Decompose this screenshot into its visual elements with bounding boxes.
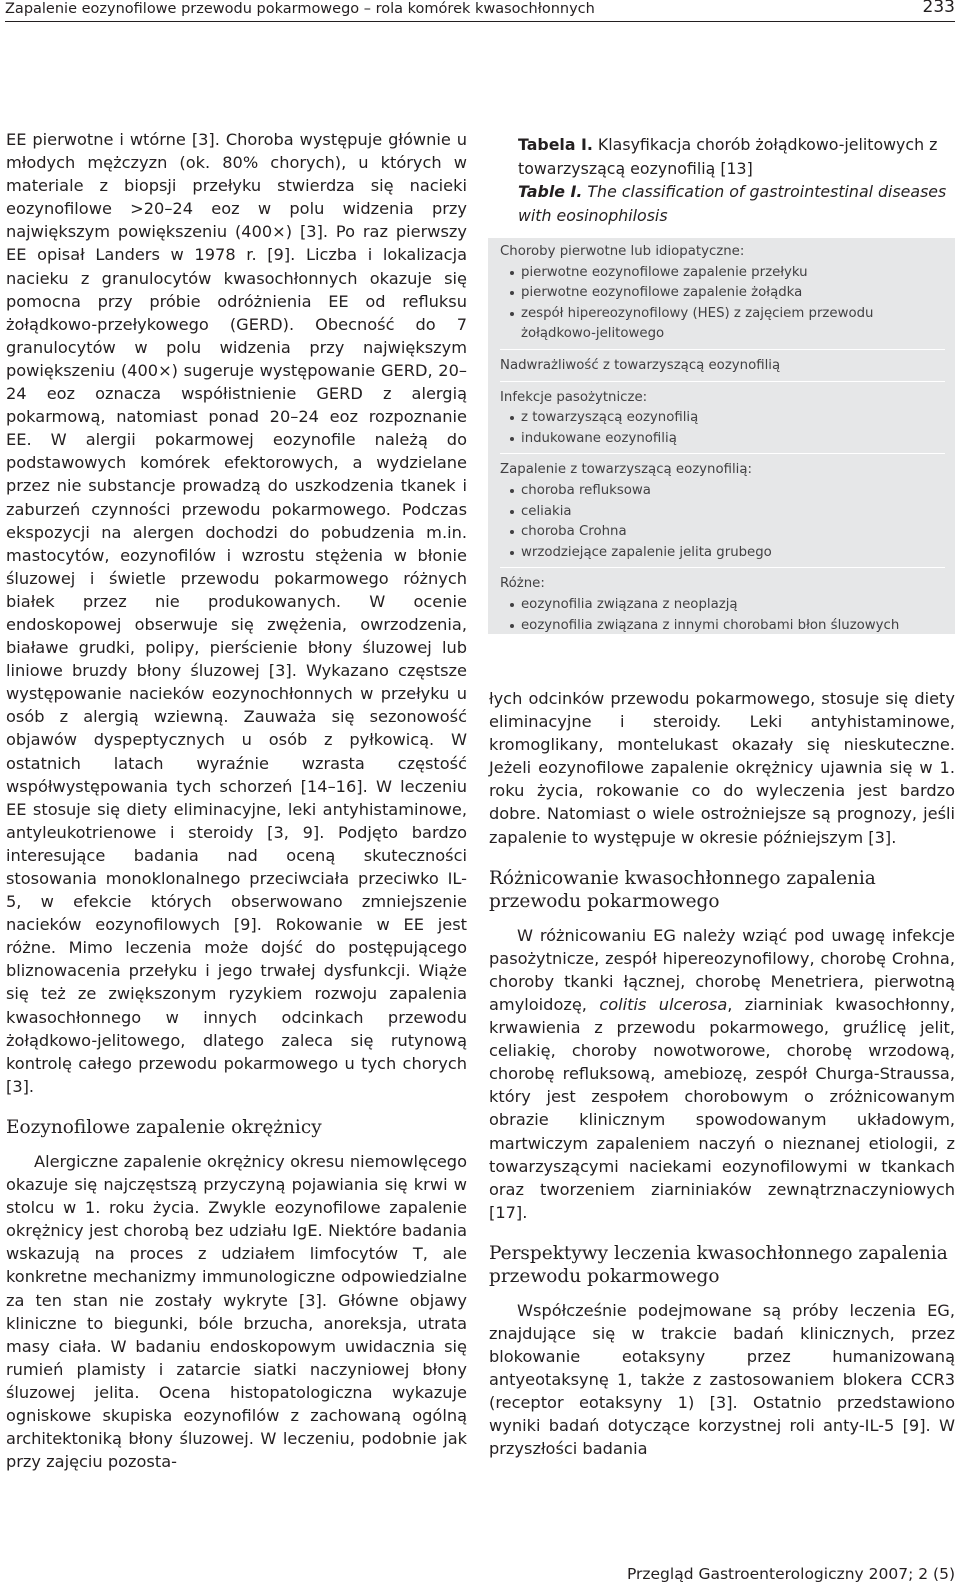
- body-paragraph: [489, 924, 955, 1224]
- table-list-item: indukowane eozynofilią: [500, 429, 945, 450]
- text-run: , ziarniniak kwasochłonny, krwawienia z przewodu pokarmowego, gruźlicę jelit, celiakię, choroby nowotworowe, chorobę wrzodową, chorobę refluksową, amebiozę, zespół Churga-Straussa, który jest zespołem chorobowym o zróżnicowanym obrazie klinicznym spowodowanym układowym, martwiczym zapaleniem naczyń o nieznanej etiologii, z towarzyszącymi naciekami eozynofilowymi w tkankach oraz tworzeniem ziarniniaków zewnątrznaczyniowych [17].: [489, 994, 956, 1222]
- table-group: [500, 460, 945, 568]
- table-label-en: Table I.: [518, 182, 583, 201]
- table-label-pl: Tabela I.: [518, 135, 593, 154]
- table-group-list: [500, 481, 945, 563]
- running-header: [5, 0, 955, 22]
- table-group: [500, 242, 945, 350]
- body-paragraph: EE pierwotne i wtórne [3]. Choroba występuje głównie u młodych mężczyzn (ok. 80% chorych), u których w materiale z biopsji przełyku stwierdza się nacieki eozynofilowe >20–24 eoz w polu widzenia przy największym powiększeniu (400×) [3]. Po raz pierwszy EE opisał Landers w 1978 r. [9]. Liczba i lokalizacja nacieku z granulocytów kwasochłonnych okazuje się pomocna przy próbie odróżnienia EE od refluksu żołądkowo-przełykowego (GERD). Obecność do 7 granulocytów w polu widzenia przy największym powiększeniu (400×) sugeruje występowanie GERD, 20–24 eoz oznacza współistnienie GERD z alergią pokarmową, natomiast ponad 20–24 eoz rozpoznanie EE. W alergii pokarmowej eozynofile należą do podstawowych komórek efektorowych, a wydzielane przez nie substancje prowadzą do uszkodzenia tkanek i zaburzeń czynności przewodu pokarmowego. Podczas ekspozycji na alergen dochodzi do pobudzenia m.in. mastocytów, eozynofilów i wzrostu stężenia w błonie śluzowej i świetle przewodu pokarmowego różnych białek przez nie produkowanych. W ocenie endoskopowej obserwuje się zwężenia, owrzodzenia, białawe grudki, polipy, pierścienie błony śluzowej lub liniowe bruzdy błony śluzowej [3]. Wykazano częstsze występowanie nacieków eozynochłonnych w przełyku u osób z alergią wziewną. Zauważa się sezonowość objawów dyspeptycznych u osób z pyłkowicą. W ostatnich latach wyraźnie wzrasta częstość współwystępowania tych schorzeń [14–16]. W leczeniu EE stosuje się diety eliminacyjne, leki antyhistaminowe, antyleukotrienowe i steroidy [3, 9]. Podjęto bardzo interesujące badania nad oceną skuteczności stosowania monoklonalnego przeciwciała przeciwko IL-5, w efekcie których obserwowano zmniejszenie nacieków eozynofilowych [9]. Rokowanie w EE jest różne. Mimo leczenia może dojść do postępującego bliznowacenia przełyku i jego trwałej dysfunkcji. Wiąże się też ze zwiększonym ryzykiem rozwoju zapalenia kwasochłonnego w innych odcinkach przewodu żołądkowo-jelitowego, dlatego zaleca się rutynową kontrolę całego przewodu pokarmowego u tych chorych [3].: [6, 130, 467, 1096]
- right-column: [489, 687, 955, 1461]
- body-paragraph: łych odcinków przewodu pokarmowego, stosuje się diety eliminacyjne i steroidy. Leki antyhistaminowe, kromoglikany, montelukast okazały się nieskuteczne. Jeżeli eozynofilowe zapalenie okrężnicy ujawnia się w 1. roku życia, rokowanie co do wyleczenia jest bardzo dobre. Natomiast o wiele ostrożniejsze są prognozy, jeśli zapalenie to występuje w okresie późniejszym [3].: [489, 689, 955, 847]
- table-group-title: Choroby pierwotne lub idiopatyczne:: [500, 244, 745, 259]
- text-run: W różnicowaniu EG należy wziąć pod uwagę infekcje pasożytnicze, zespół hipereozynofilowy, chorobę Crohna, choroby tkanki łącznej, chorobę Menetriera, pierwotną amyloidozę,: [489, 925, 955, 1014]
- table-group-title: Zapalenie z towarzyszącą eozynofilią:: [500, 462, 753, 478]
- table-list-item: eozynofilia związana z innymi chorobami błon śluzowych: [500, 616, 945, 637]
- table-list-item: pierwotne eozynofilowe zapalenie żołądka: [500, 283, 945, 304]
- table-list-item: z towarzyszącą eozynofilią: [500, 408, 945, 429]
- table-group-list: [500, 595, 945, 636]
- table-list-item: celiakia: [500, 502, 945, 523]
- table-group: [500, 356, 945, 382]
- italic-term: colitis ulcerosa: [599, 994, 728, 1014]
- section-heading-colitis: Eozynofilowe zapalenie okrężnicy: [6, 1116, 322, 1138]
- page-number: 233: [922, 0, 955, 17]
- table-group-title: Różne:: [500, 576, 545, 592]
- table-group-list: [500, 408, 945, 449]
- table-group-title: Nadwrażliwość z towarzyszącą eozynofilią: [500, 357, 781, 373]
- table-list-item: pierwotne eozynofilowe zapalenie przełyku: [500, 263, 945, 284]
- left-column: [6, 128, 467, 1473]
- table-list-item: wrzodziejące zapalenie jelita grubego: [500, 543, 945, 564]
- table-list-item: zespół hipereozynofilowy (HES) z zajęciem przewodu żołądkowo-jelitowego: [500, 304, 945, 345]
- table-title-pl: Klasyfikacja chorób żołądkowo-jelitowych z towarzyszącą eozynofilią [13]: [518, 135, 938, 178]
- table-list-item: choroba refluksowa: [500, 481, 945, 502]
- table-caption: [518, 133, 955, 227]
- section-heading-differentiation: Różnicowanie kwasochłonnego zapalenia przewodu pokarmowego: [489, 867, 876, 912]
- table-group-list: [500, 263, 945, 345]
- table-group-title: Infekcje pasożytnicze:: [500, 389, 648, 405]
- table-group: [500, 574, 945, 640]
- table-group: [500, 388, 945, 455]
- table-list-item: eozynofilia związana z neoplazją: [500, 595, 945, 616]
- table-list-item: choroba Crohna: [500, 522, 945, 543]
- running-title: Zapalenie eozynofilowe przewodu pokarmowego – rola komórek kwasochłonnych: [5, 1, 595, 17]
- journal-footer: Przegląd Gastroenterologiczny 2007; 2 (5): [626, 1565, 955, 1583]
- classification-table: [488, 238, 955, 634]
- table-title-en: The classification of gastrointestinal diseases with eosinophilosis: [518, 182, 947, 225]
- body-paragraph: Alergiczne zapalenie okrężnicy okresu niemowlęcego okazuje się najczęstszą przyczyną pojawiania się krwi w stolcu w 1. roku życia. Zwykle eozynofilowe zapalenie okrężnicy jest chorobą bez udziału IgE. Niektóre badania wskazują na proces z udziałem limfocytów T, ale konkretne mechanizmy immunologiczne odpowiedzialne za ten stan nie zostały wykryte [3]. Główne objawy kliniczne to biegunki, bóle brzucha, anoreksja, utrata masy ciała. W badaniu endoskopowym uwidacznia się rumień plamisty i zatarcie siatki naczyniowej błony śluzowej jelita. Ocena histopatologiczna wykazuje ogniskowe skupiska eozynofilów z zachowaną ogólną architektoniką błony śluzowej. W leczeniu, podobnie jak przy zajęciu pozosta-: [6, 1151, 467, 1472]
- section-heading-perspectives: Perspektywy leczenia kwasochłonnego zapalenia przewodu pokarmowego: [489, 1242, 948, 1287]
- body-paragraph: Współcześnie podejmowane są próby leczenia EG, znajdujące się w trakcie badań klinicznych, przez blokowanie eotaksyny przez humanizowaną antyeotaksynę 1, także z zastosowaniem blokera CCR3 (receptor eotaksyny 1) [3]. Ostatnio przedstawiono wyniki badań dotyczące korzystnej roli anty-IL-5 [9]. W przyszłości badania: [489, 1300, 955, 1459]
